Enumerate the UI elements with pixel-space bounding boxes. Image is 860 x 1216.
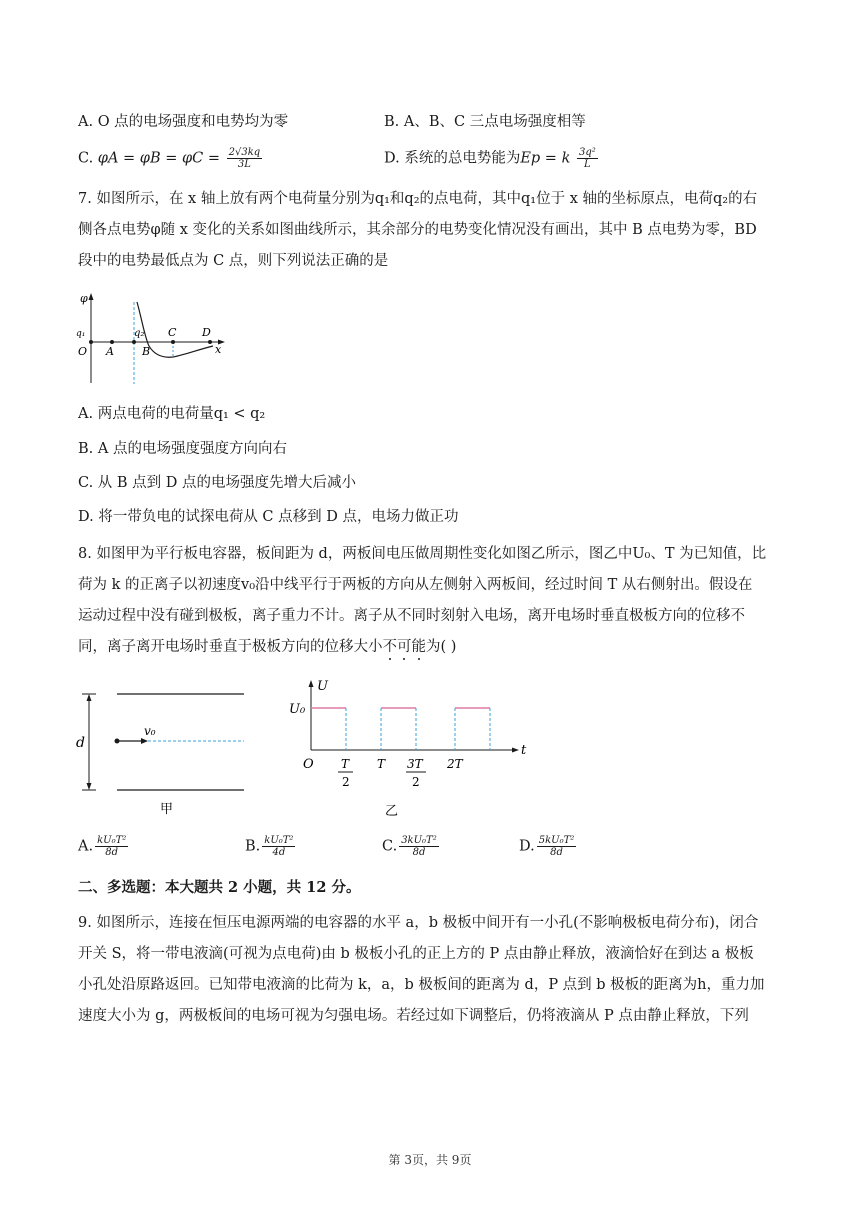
q6-option-d xyxy=(384,147,600,170)
q7-option-b: B. A 点的电场强度强度方向向右 xyxy=(78,441,287,457)
q8-stem xyxy=(78,539,778,663)
d-arrow-bottom xyxy=(87,783,92,790)
q7-stem xyxy=(78,184,778,277)
q8-line-3: 运动过程中没有碰到极板，离子重力不计。离子从不同时刻射入电场，离开电场时垂直极板方向的位移不 xyxy=(78,608,745,624)
q8-c-denominator: 8d xyxy=(412,847,426,858)
q7-line-1: 7. 如图所示，在 x 轴上放有两个电荷量分别为q₁和q₂的点电荷，其中q₁位于 x 轴的坐标原点，电荷q₂的右 xyxy=(78,191,758,207)
q8-emphasis-3: 能 xyxy=(411,639,426,655)
q8-option-c-label: C. xyxy=(382,838,398,855)
a-label: A xyxy=(106,345,114,358)
phi-label: φ xyxy=(80,292,88,305)
q9-line-1: 9. 如图所示，连接在恒压电源两端的电容器的水平 a，b 极板中间开有一小孔(不影响极板电荷分布)，闭合 xyxy=(78,915,759,931)
q8-emphasis-1: 不 xyxy=(382,639,397,655)
q8-option-d xyxy=(519,835,578,858)
q8-d-numerator: 5kU₀T² xyxy=(538,835,575,846)
t-axis-arrow xyxy=(512,748,519,753)
d-arrow-top xyxy=(87,694,92,701)
q1-label: q₁ xyxy=(76,329,86,339)
c-point xyxy=(171,340,175,344)
q8-option-d-label: D. xyxy=(519,838,535,855)
two-t-label: 2T xyxy=(447,757,463,771)
d-label: D xyxy=(202,326,211,339)
q1-point xyxy=(89,340,93,344)
q8-option-d-fraction xyxy=(537,835,577,858)
q8-option-a-fraction xyxy=(95,835,128,858)
c-label: C xyxy=(168,326,177,339)
q8-figure-jia xyxy=(72,680,262,820)
jia-caption: 甲 xyxy=(160,802,174,817)
u-label: U xyxy=(317,679,328,694)
q7-option-c: C. 从 B 点到 D 点的电场强度先增大后减小 xyxy=(78,475,357,491)
q6-option-b: B. A、B、C 三点电场强度相等 xyxy=(384,114,586,130)
q8-option-b-fraction xyxy=(262,835,295,858)
q8-option-a-label: A. xyxy=(78,838,94,855)
q6-d-numerator: 3q² xyxy=(578,147,596,158)
d-point xyxy=(208,340,212,344)
q6-option-c-prefix: C. xyxy=(78,150,98,167)
a-point xyxy=(110,340,114,344)
q9-line-3: 小孔处沿原路返回。已知带电液滴的比荷为 k，a，b 极板间的距离为 d，P 点到 b 极板的距离为h，重力加 xyxy=(78,977,765,993)
origin-label: O xyxy=(303,757,314,772)
t-half-num: T xyxy=(341,757,350,771)
q6-option-d-prefix: D. 系统的总电势能为 xyxy=(384,150,521,167)
t-label: t xyxy=(521,743,527,758)
q9-stem xyxy=(78,908,778,1032)
q6-d-denominator: L xyxy=(584,159,591,170)
q8-option-a xyxy=(78,835,130,858)
q6-option-c xyxy=(78,147,264,170)
yi-caption: 乙 xyxy=(385,804,399,819)
q2-label: q₂ xyxy=(134,328,145,339)
three-t-half-den: 2 xyxy=(412,775,420,789)
q8-b-denominator: 4d xyxy=(272,847,286,858)
v0-arrowhead xyxy=(141,738,148,744)
q8-line-2: 荷为 k 的正离子以初速度v₀沿中线平行于两板的方向从左侧射入两板间，经过时间 T 从右侧射出。假设在 xyxy=(78,577,753,593)
phi-axis-arrow xyxy=(89,293,94,300)
q8-option-b-label: B. xyxy=(245,838,261,855)
q7-potential-graph xyxy=(72,288,232,388)
q8-c-numerator: 3kU₀T² xyxy=(401,835,437,846)
three-t-half-num: 3T xyxy=(407,757,423,771)
u0-label: U₀ xyxy=(289,702,306,717)
d-label: d xyxy=(76,735,85,751)
q8-option-c-fraction xyxy=(399,835,439,858)
q7-option-d: D. 将一带负电的试探电荷从 C 点移到 D 点，电场力做正功 xyxy=(78,509,459,525)
q6-c-numerator: 2√3kq xyxy=(228,147,261,158)
q6-option-a: A. O 点的电场强度和电势均为零 xyxy=(78,114,289,130)
q8-line-4-post: 为( ) xyxy=(426,639,457,655)
q8-figure-yi xyxy=(285,672,545,824)
q2-point xyxy=(132,340,136,344)
u-axis-arrow xyxy=(309,680,314,687)
q6-option-c-formula: φA = φB = φC = xyxy=(97,150,220,167)
b-label: B xyxy=(142,345,151,358)
q6-option-d-fraction xyxy=(577,147,598,170)
t-half-den: 2 xyxy=(342,775,350,789)
x-label: x xyxy=(215,343,222,356)
q8-b-numerator: kU₀T² xyxy=(264,835,294,846)
q8-a-numerator: kU₀T² xyxy=(97,835,127,846)
q8-option-c xyxy=(382,835,441,858)
q8-a-denominator: 8d xyxy=(105,847,119,858)
q8-line-4 xyxy=(78,632,778,663)
origin-label: O xyxy=(78,345,88,358)
v0-label: v₀ xyxy=(144,724,156,738)
q8-line-4-pre: 同，离子离开电场时垂直于极板方向的位移大小 xyxy=(78,639,383,655)
q7-option-a: A. 两点电荷的电荷量q₁ < q₂ xyxy=(78,406,266,422)
q8-option-b xyxy=(245,835,297,858)
q9-line-2: 开关 S，将一带电液滴(可视为点电荷)由 b 极板小孔的正上方的 P 点由静止释放，液滴恰好在到达 a 极板 xyxy=(78,946,754,962)
page-footer: 第 3页，共 9页 xyxy=(388,1153,472,1167)
q8-line-1: 8. 如图甲为平行板电容器，板间距为 d，两板间电压做周期性变化如图乙所示，图乙中U₀、T 为已知值，比 xyxy=(78,546,767,562)
q8-d-denominator: 8d xyxy=(550,847,563,858)
q7-line-2: 侧各点电势φ随 x 变化的关系如图曲线所示，其余部分的电势变化情况没有画出，其中 B 点电势为零，BD xyxy=(78,222,757,238)
t-tick-label: T xyxy=(377,757,386,771)
section-heading: 二、多选题：本大题共 2 小题，共 12 分。 xyxy=(78,879,361,896)
q6-option-c-fraction xyxy=(227,147,263,170)
q6-option-d-formula: Ep = k xyxy=(520,150,571,167)
q9-line-4: 速度大小为 g，两极板间的电场可视为匀强电场。若经过如下调整后，仍将液滴从 P 点由静止释放，下列 xyxy=(78,1008,749,1024)
q8-emphasis-2: 可 xyxy=(397,639,412,655)
q7-line-3: 段中的电势最低点为 C 点，则下列说法正确的是 xyxy=(78,253,389,269)
q6-c-denominator: 3L xyxy=(237,159,251,170)
